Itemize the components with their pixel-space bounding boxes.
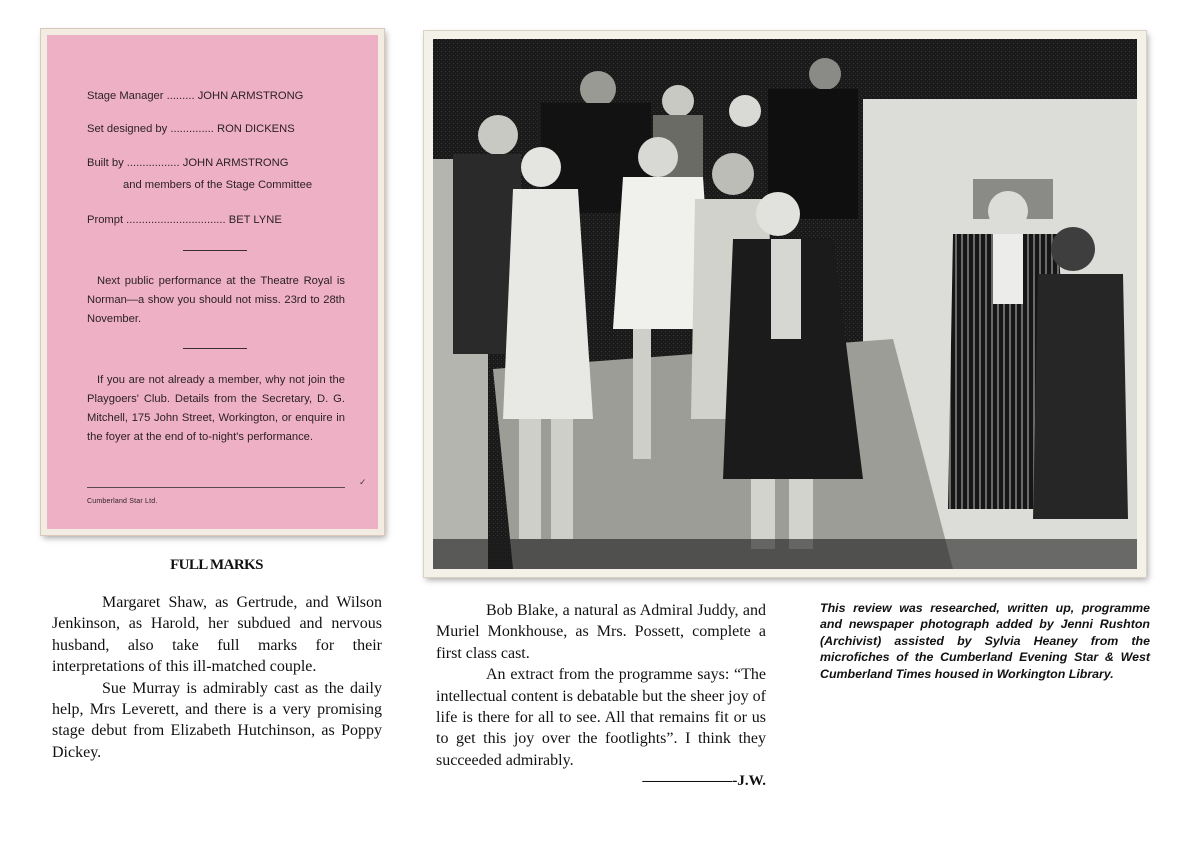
review-paragraph: Margaret Shaw, as Gertrude, and Wilson Jenkinson, as Harold, her subdued and nervous husband, also take full marks for their interpretations of this ill-matched couple.: [52, 594, 382, 676]
newspaper-photograph-frame: [424, 31, 1146, 577]
pen-mark-icon: ✓: [359, 477, 367, 487]
membership-notice: If you are not already a member, why not join the Playgoers' Club. Details from the Secretary, D. G. Mitchell, 175 John Street, Workington, or enquire in the foyer at the end of to-night's performance.: [87, 374, 345, 443]
next-performance-notice: Next public performance at the Theatre Royal is Norman—a show you should not miss. 23rd to 28th November.: [87, 275, 345, 325]
cast-photograph: [433, 39, 1137, 569]
research-credits-note: This review was researched, written up, programme and newspaper photograph added by Jenni Rushton (Archivist) assisted by Sylvia Heaney from the microfiches of the Cumberland Evening Star & West Cumberland Times housed in Workington Library.: [820, 601, 1150, 681]
credit-stage-manager: Stage Manager ......... JOHN ARMSTRONG: [87, 90, 304, 102]
review-column-1: [52, 592, 382, 763]
divider-rule: [183, 250, 247, 251]
divider-rule: [183, 348, 247, 349]
credit-built-by-continuation: and members of the Stage Committee: [123, 179, 313, 191]
review-signoff: ——————-J.W.: [642, 773, 766, 790]
footer-rule: [87, 487, 345, 488]
credit-built-by: Built by ................. JOHN ARMSTRONG: [87, 157, 289, 169]
review-paragraph: An extract from the programme says: “The intellectual content is debatable but the sheer joy of life is there for all to see. All that remains fit or us to get this joy over the footlights”. I think they succeeded admirably.: [436, 666, 766, 769]
credit-set-designer: Set designed by .............. RON DICKENS: [87, 123, 295, 135]
printer-imprint: Cumberland Star Ltd.: [87, 498, 158, 505]
review-title: FULL MARKS: [170, 557, 263, 573]
review-column-2: [436, 600, 766, 793]
review-paragraph: Sue Murray is admirably cast as the daily help, Mrs Leverett, and there is a very promising stage debut from Elizabeth Hutchinson, as Poppy Dickey.: [52, 679, 382, 761]
programme-card: [41, 29, 384, 535]
review-paragraph: Bob Blake, a natural as Admiral Juddy, and Muriel Monkhouse, as Mrs. Possett, complete a first class cast.: [436, 602, 766, 662]
credit-prompt: Prompt ................................ BET LYNE: [87, 214, 282, 226]
